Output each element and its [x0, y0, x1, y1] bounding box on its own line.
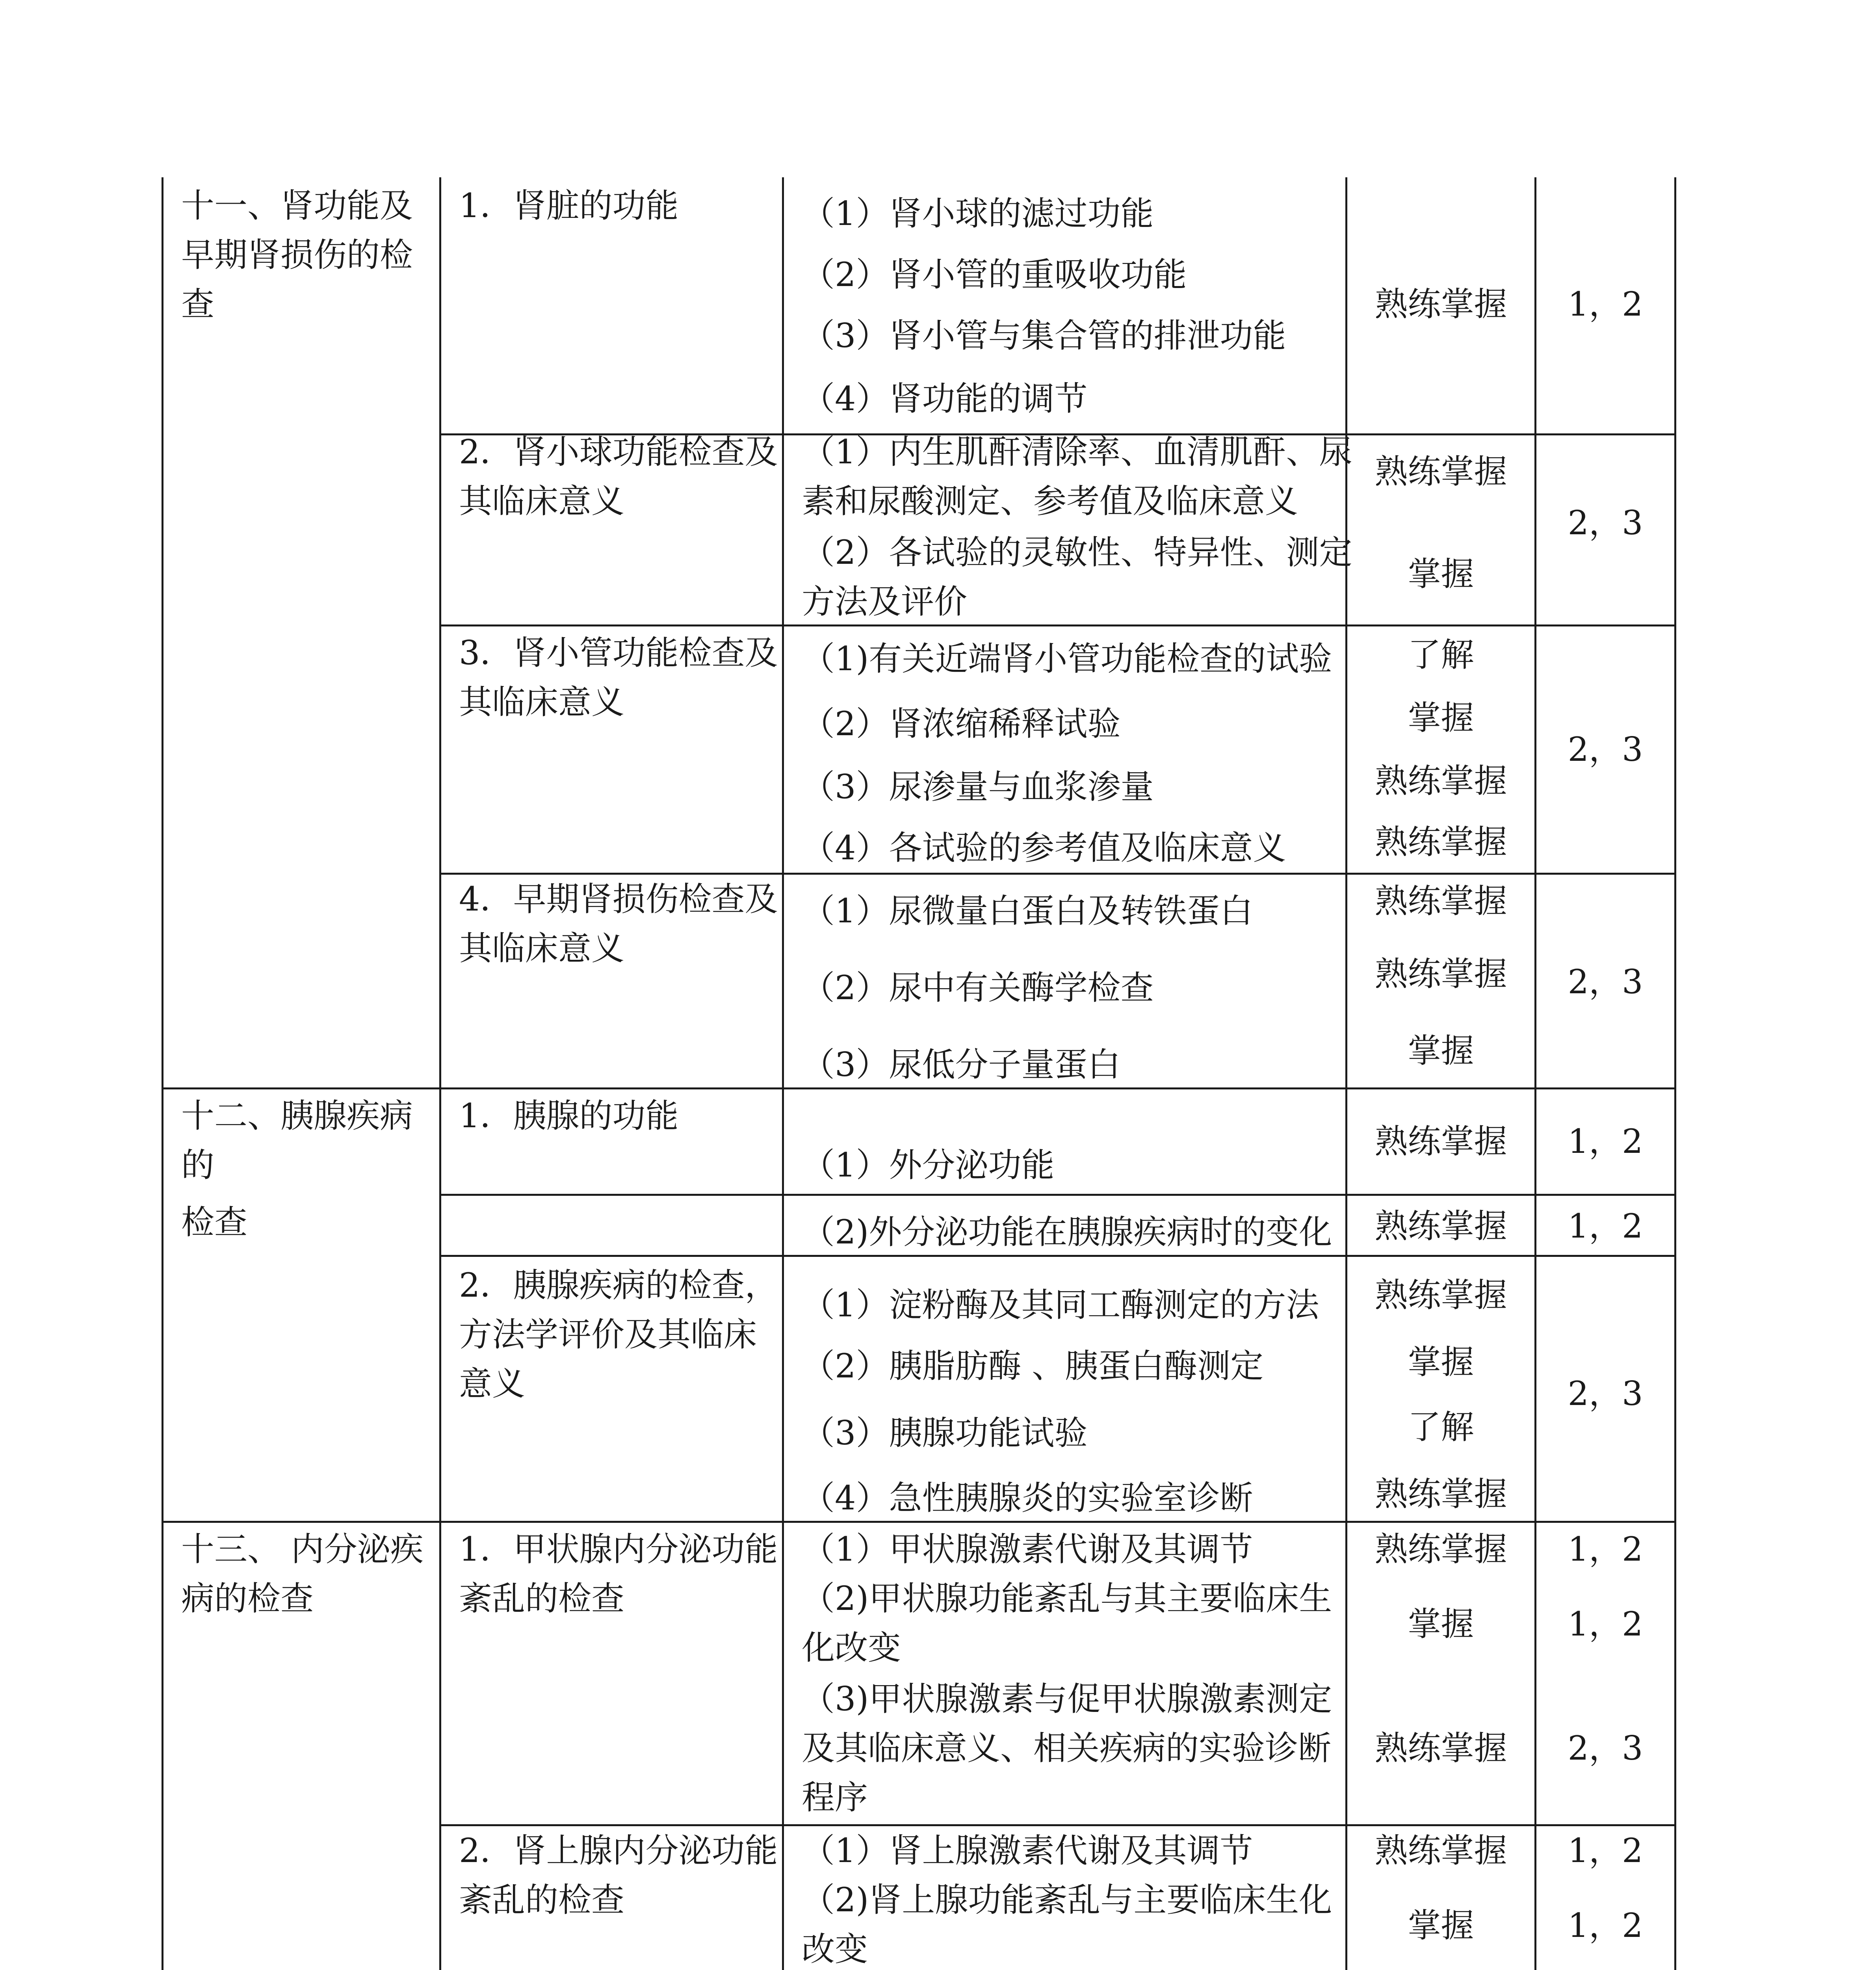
content-item: （2）尿中有关酶学检查	[802, 968, 1154, 1007]
topic-title-line: 紊乱的检查	[459, 1579, 625, 1618]
level-label: 了解	[1408, 636, 1474, 674]
level-label: 熟练掌握	[1374, 762, 1507, 800]
topic-title-line: 2．肾上腺内分泌功能	[459, 1831, 778, 1870]
topic-title-line: 其临床意义	[459, 683, 625, 721]
grade-label: 2，3	[1568, 504, 1643, 542]
content-item: （2）胰脂肪酶 、胰蛋白酶测定	[802, 1347, 1264, 1385]
topic-title-line: 紊乱的检查	[459, 1881, 625, 1919]
section-title-line: 十二、胰腺疾病	[181, 1097, 413, 1135]
content-item: （2)甲状腺功能紊乱与其主要临床生	[802, 1579, 1332, 1618]
section-title-line: 查	[181, 285, 215, 323]
level-label: 熟练掌握	[1374, 1729, 1507, 1767]
grade-label: 1，2	[1568, 1906, 1643, 1945]
topic-title-line: 其临床意义	[459, 929, 625, 968]
content-item: （4）肾功能的调节	[802, 379, 1088, 418]
topic-title-line: 2．肾小球功能检查及	[459, 433, 778, 471]
grade-label: 1，2	[1568, 1605, 1643, 1643]
content-item: （3）肾小管与集合管的排泄功能	[802, 316, 1286, 355]
topic-title-line: 1．肾脏的功能	[459, 186, 679, 225]
level-label: 熟练掌握	[1374, 1831, 1507, 1870]
content-item: 改变	[802, 1930, 868, 1968]
content-item: （1）肾小球的滤过功能	[802, 194, 1154, 233]
level-label: 熟练掌握	[1374, 285, 1507, 323]
section-title-line: 病的检查	[181, 1579, 314, 1618]
level-label: 熟练掌握	[1374, 1276, 1507, 1314]
topic-title-line: 1．胰腺的功能	[459, 1097, 679, 1135]
level-label: 熟练掌握	[1374, 1207, 1507, 1245]
content-item: （3)甲状腺激素与促甲状腺激素测定	[802, 1680, 1332, 1718]
content-item: （2)肾上腺功能紊乱与主要临床生化	[802, 1881, 1332, 1919]
level-label: 熟练掌握	[1374, 882, 1507, 920]
grade-label: 1，2	[1568, 1530, 1643, 1569]
topic-title-line: 意义	[459, 1364, 526, 1403]
content-item: （3）胰腺功能试验	[802, 1414, 1088, 1452]
grade-label: 2，3	[1568, 1374, 1643, 1413]
grade-label: 2，3	[1568, 730, 1643, 769]
content-item: （1）外分泌功能	[802, 1146, 1055, 1184]
content-item: （1)有关近端肾小管功能检查的试验	[802, 639, 1332, 678]
level-label: 熟练掌握	[1374, 955, 1507, 993]
level-label: 掌握	[1408, 1031, 1474, 1070]
topic-title-line: 1．甲状腺内分泌功能	[459, 1530, 778, 1569]
content-item: 程序	[802, 1778, 868, 1817]
level-label: 熟练掌握	[1374, 452, 1507, 491]
section-title-line: 十一、肾功能及	[181, 186, 413, 225]
topic-title-line: 3．肾小管功能检查及	[459, 634, 778, 672]
content-item: （3）尿渗量与血浆渗量	[802, 768, 1154, 806]
content-item: （4）急性胰腺炎的实验室诊断	[802, 1479, 1253, 1517]
level-label: 掌握	[1408, 1605, 1474, 1643]
section-title-line: 早期肾损伤的检	[181, 236, 413, 274]
level-label: 掌握	[1408, 699, 1474, 737]
level-label: 掌握	[1408, 1906, 1474, 1945]
topic-title-line: 其临床意义	[459, 482, 625, 520]
content-item: （1）肾上腺激素代谢及其调节	[802, 1831, 1253, 1870]
content-item: （1）淀粉酶及其同工酶测定的方法	[802, 1286, 1319, 1324]
content-item: （1）尿微量白蛋白及转铁蛋白	[802, 892, 1253, 930]
grade-label: 1，2	[1568, 1831, 1643, 1870]
content-item: （2）肾小管的重吸收功能	[802, 255, 1187, 294]
content-item: 及其临床意义、相关疾病的实验诊断	[802, 1729, 1332, 1767]
section-title-line: 检查	[181, 1203, 248, 1241]
content-item: 素和尿酸测定、参考值及临床意义	[802, 482, 1298, 520]
topic-title-line: 4．早期肾损伤检查及	[459, 880, 778, 918]
grade-label: 1，2	[1568, 1207, 1643, 1245]
content-item: （4）各试验的参考值及临床意义	[802, 829, 1286, 867]
content-item: （2）各试验的灵敏性、特异性、测定	[802, 533, 1352, 572]
level-label: 熟练掌握	[1374, 1475, 1507, 1513]
level-label: 熟练掌握	[1374, 1122, 1507, 1161]
content-item: 化改变	[802, 1628, 901, 1667]
level-label: 熟练掌握	[1374, 1530, 1507, 1569]
grade-label: 2，3	[1568, 1729, 1643, 1767]
level-label: 了解	[1408, 1408, 1474, 1446]
content-item: （2）肾浓缩稀释试验	[802, 704, 1121, 743]
topic-title-line: 2．胰腺疾病的检查，	[459, 1266, 778, 1305]
content-item: （1）内生肌酐清除率、血清肌酐、尿	[802, 433, 1352, 471]
grade-label: 1，2	[1568, 285, 1643, 323]
content-item: （3）尿低分子量蛋白	[802, 1045, 1121, 1084]
grade-label: 2，3	[1568, 963, 1643, 1001]
level-label: 掌握	[1408, 1343, 1474, 1381]
content-item: 方法及评价	[802, 582, 968, 621]
grade-label: 1，2	[1568, 1122, 1643, 1161]
section-title-line: 的	[181, 1146, 215, 1184]
section-title-line: 十三、 内分泌疾	[181, 1530, 423, 1569]
level-label: 掌握	[1408, 555, 1474, 593]
topic-title-line: 方法学评价及其临床	[459, 1315, 757, 1354]
content-item: （1）甲状腺激素代谢及其调节	[802, 1530, 1253, 1569]
content-item: （2)外分泌功能在胰腺疾病时的变化	[802, 1213, 1332, 1251]
level-label: 熟练掌握	[1374, 823, 1507, 861]
